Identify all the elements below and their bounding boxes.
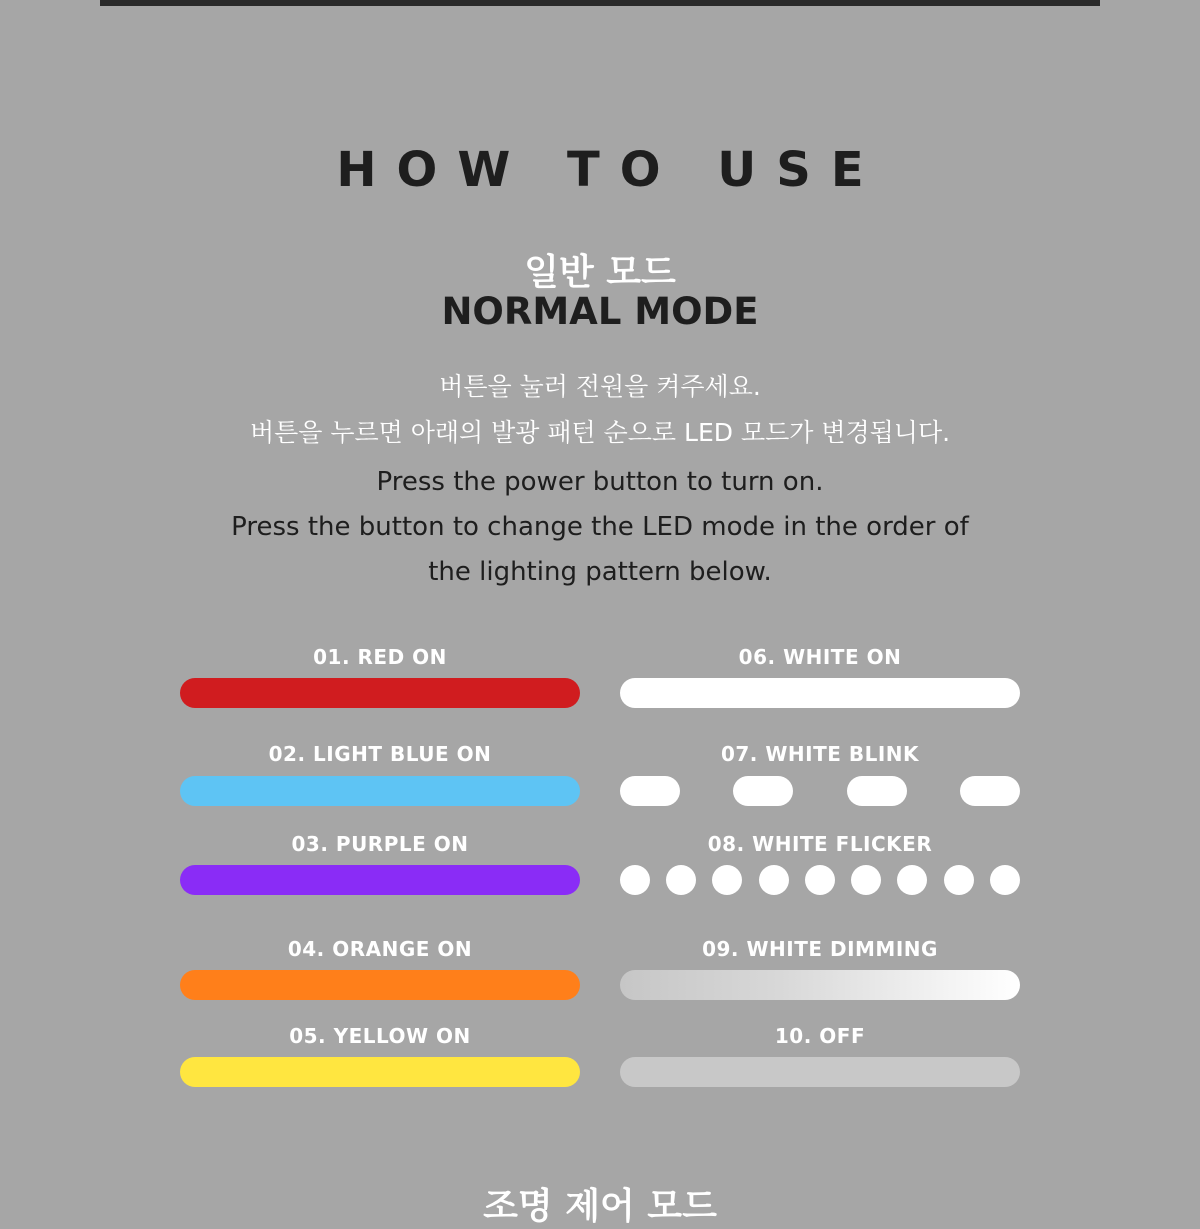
blink-segment <box>733 776 793 806</box>
normal-mode-title-english: NORMAL MODE <box>441 290 759 333</box>
mode-label-orange-on: 04. ORANGE ON <box>287 937 473 961</box>
flicker-dot <box>805 865 835 895</box>
led-bar-purple <box>180 865 580 895</box>
description-english <box>0 460 1200 595</box>
led-bar-red <box>180 678 580 708</box>
next-section-title: 조명 제어 모드 <box>483 1186 717 1227</box>
mode-label-white-dimming: 09. WHITE DIMMING <box>702 937 938 961</box>
mode-label-white-flicker: 08. WHITE FLICKER <box>707 832 933 856</box>
flicker-dot <box>666 865 696 895</box>
blink-segment <box>960 776 1020 806</box>
mode-label-purple-on: 03. PURPLE ON <box>291 832 469 856</box>
led-bar-light-blue <box>180 776 580 806</box>
blink-segment <box>620 776 680 806</box>
description-english-line: Press the button to change the LED mode in the order of <box>231 512 969 542</box>
flicker-dot <box>990 865 1020 895</box>
led-bar-off <box>620 1057 1020 1087</box>
led-bar-white <box>620 678 1020 708</box>
mode-label-off: 10. OFF <box>774 1024 866 1048</box>
mode-label-light-blue-on: 02. LIGHT BLUE ON <box>268 742 492 766</box>
blink-segment <box>847 776 907 806</box>
description-english-line: Press the power button to turn on. <box>376 467 824 497</box>
top-divider-bar <box>100 0 1100 6</box>
mode-label-red-on: 01. RED ON <box>313 645 447 669</box>
flicker-dot <box>712 865 742 895</box>
description-korean-line: 버튼을 눌러 전원을 켜주세요. <box>439 372 761 401</box>
flicker-dot <box>759 865 789 895</box>
flicker-dot <box>620 865 650 895</box>
description-korean <box>0 364 1200 456</box>
flicker-dot <box>851 865 881 895</box>
normal-mode-title-korean: 일반 모드 <box>524 252 676 293</box>
led-bar-orange <box>180 970 580 1000</box>
mode-label-white-on: 06. WHITE ON <box>738 645 902 669</box>
description-korean-line: 버튼을 누르면 아래의 발광 패턴 순으로 LED 모드가 변경됩니다. <box>249 418 951 447</box>
page-title: HOW TO USE <box>336 142 884 198</box>
flicker-dot <box>897 865 927 895</box>
mode-label-white-blink: 07. WHITE BLINK <box>720 742 920 766</box>
led-bar-white-dimming <box>620 970 1020 1000</box>
mode-label-yellow-on: 05. YELLOW ON <box>289 1024 471 1048</box>
description-english-line: the lighting pattern below. <box>428 557 772 587</box>
led-bar-yellow <box>180 1057 580 1087</box>
flicker-dot <box>944 865 974 895</box>
